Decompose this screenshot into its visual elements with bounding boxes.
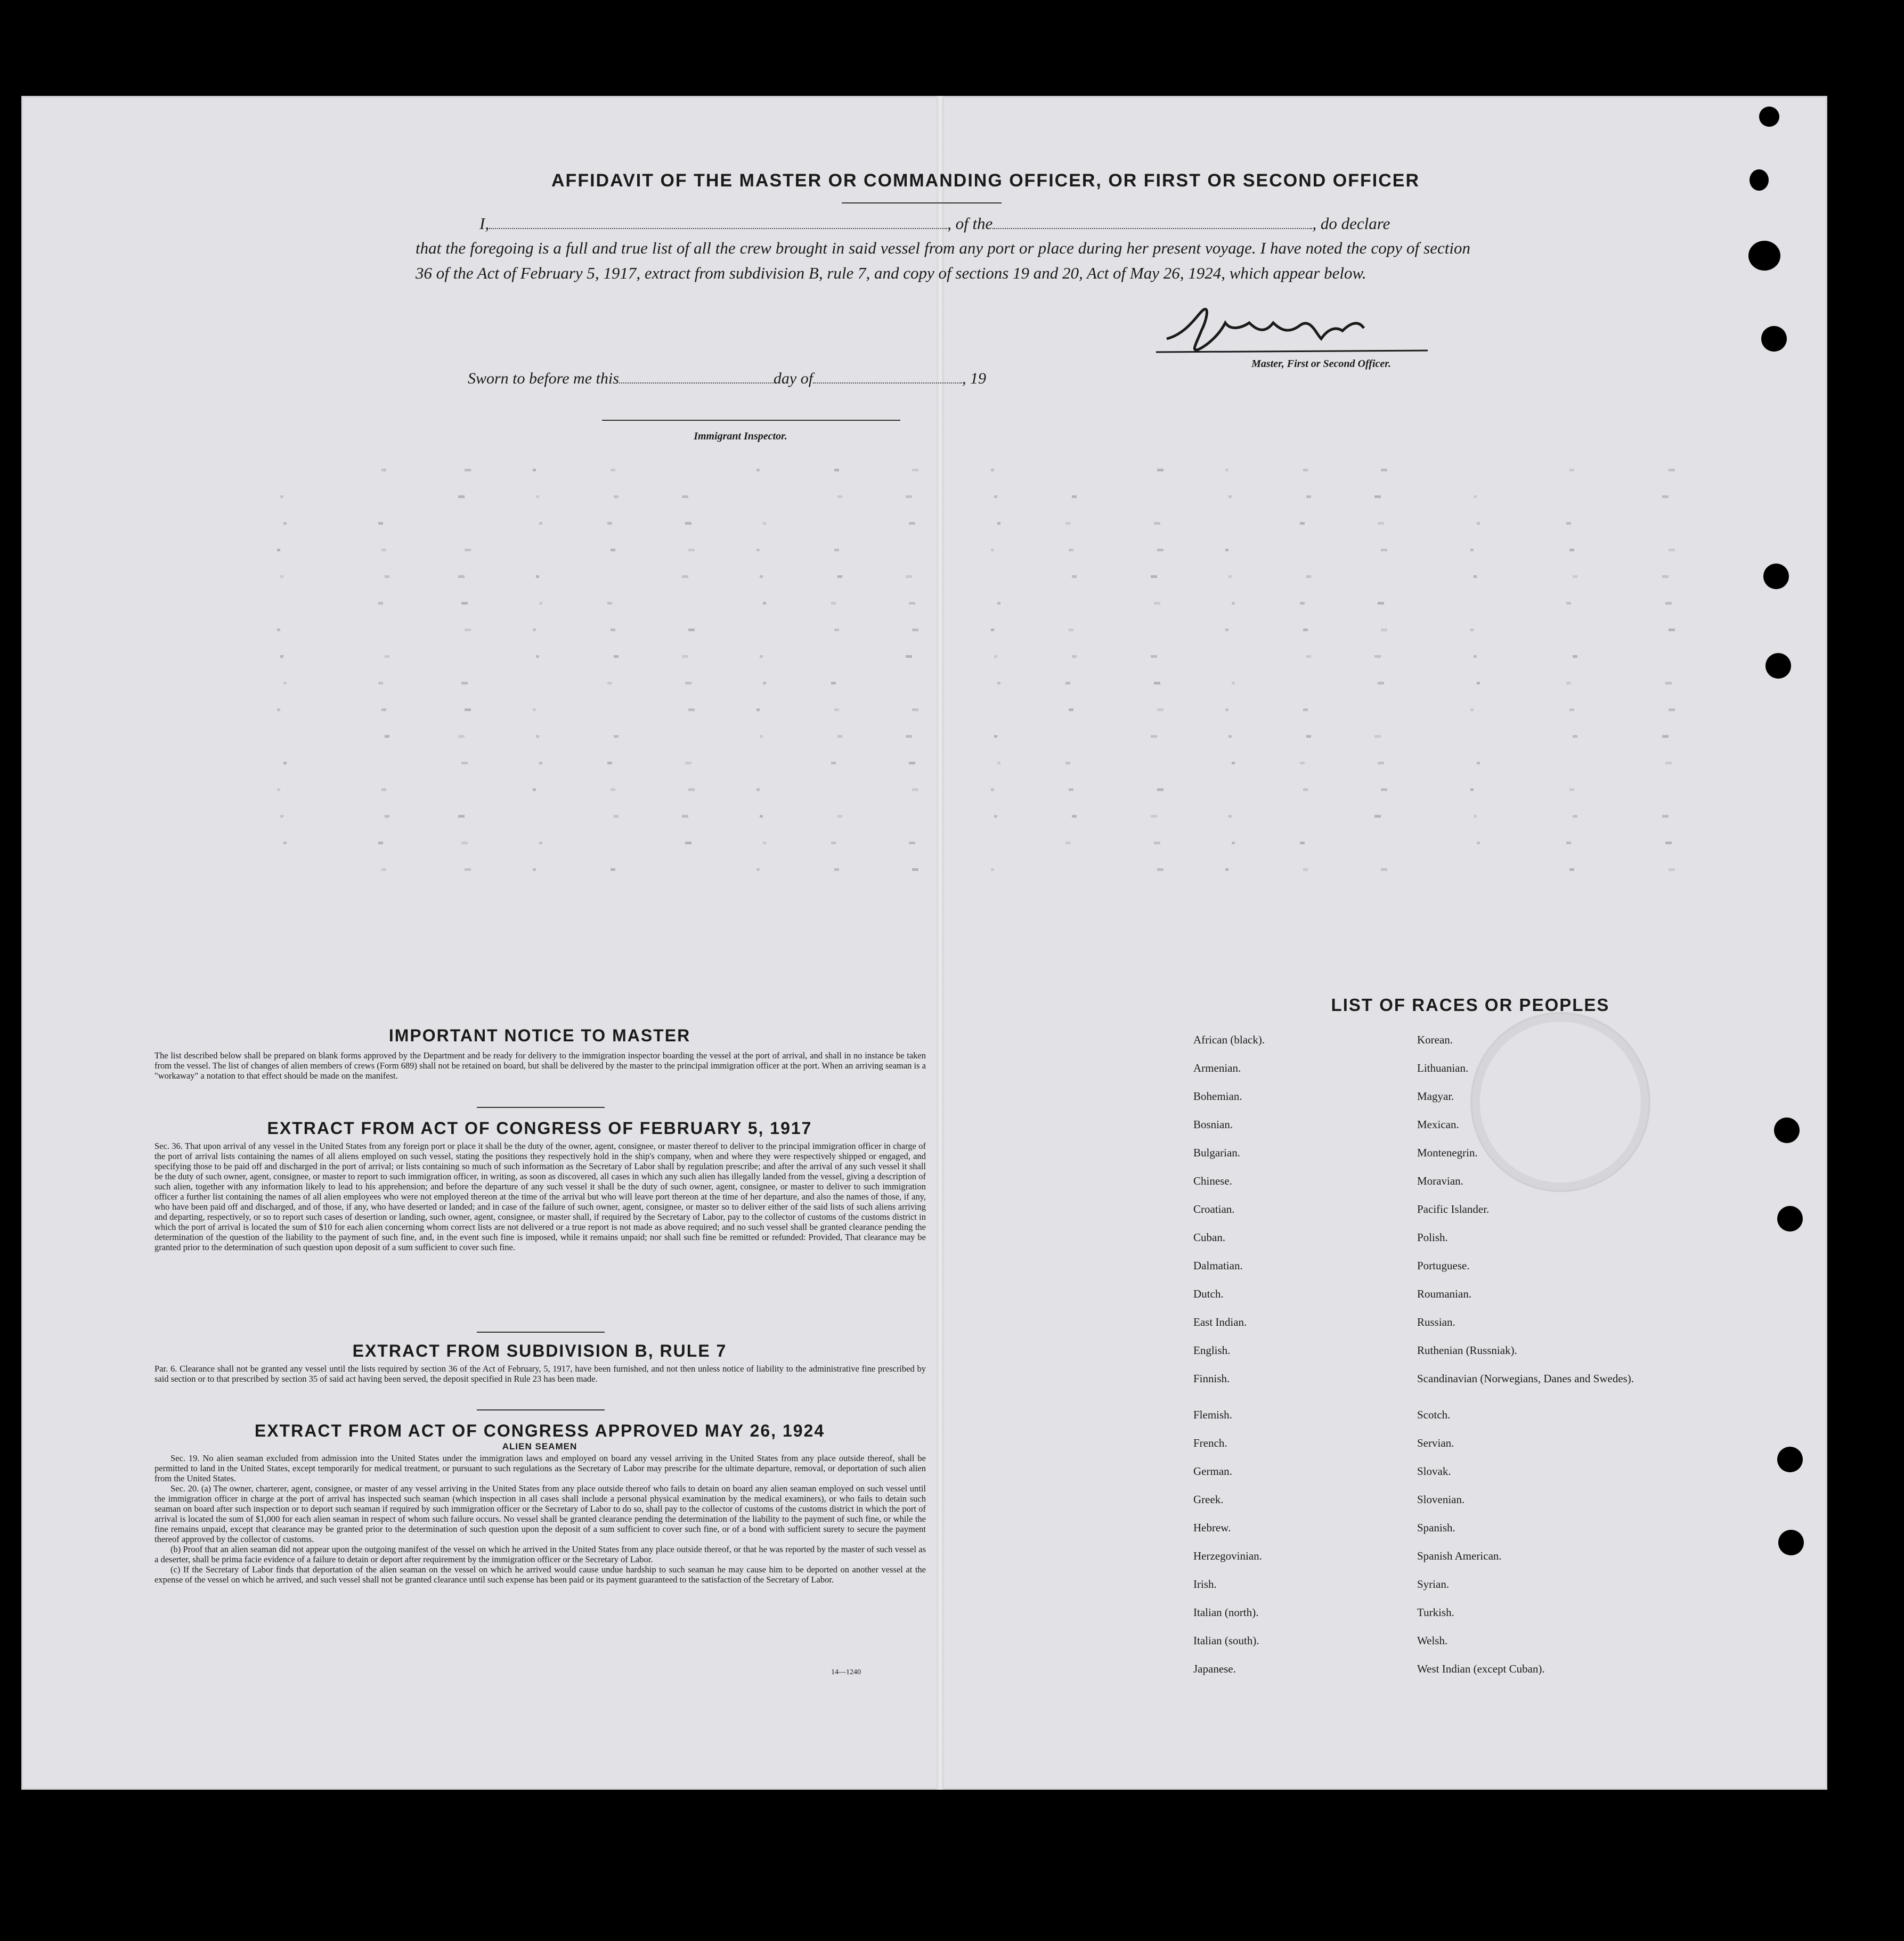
race-row	[1193, 1259, 1683, 1287]
document-sheet	[21, 96, 1827, 1790]
race-item: African (black).	[1193, 1033, 1265, 1046]
punch-hole	[1748, 241, 1780, 271]
race-item: Mexican.	[1417, 1118, 1459, 1131]
race-item: Portuguese.	[1417, 1259, 1470, 1272]
section-19: Sec. 19. No alien seaman excluded from admission into the United States under the immigration laws and employed on board any vessel arriving in the United States from any place outside thereof, shall be permitted to land in the United States, except temporarily for medical treatment, or pursuant to such regulations as the Secretary of Labor may prescribe for the ultimate departure, removal, or deportation of such alien from the United States.	[154, 1453, 926, 1483]
sworn-line	[468, 369, 986, 388]
extract-rule7-title: EXTRACT FROM SUBDIVISION B, RULE 7	[352, 1341, 727, 1360]
race-item: Chinese.	[1193, 1175, 1232, 1187]
race-row	[1193, 1662, 1683, 1691]
extract-1924-text	[154, 1453, 926, 1585]
race-item: Dutch.	[1193, 1287, 1224, 1300]
extract-1917-title: EXTRACT FROM ACT OF CONGRESS OF FEBRUARY 5, 1917	[267, 1119, 812, 1138]
day-blank	[619, 369, 774, 384]
race-row	[1193, 1578, 1683, 1606]
race-item: Moravian.	[1417, 1175, 1463, 1187]
race-item: Spanish American.	[1417, 1549, 1502, 1562]
race-row	[1193, 1437, 1683, 1465]
race-item: Turkish.	[1417, 1606, 1454, 1619]
race-item: Finnish.	[1193, 1372, 1230, 1385]
race-row	[1193, 1090, 1683, 1118]
race-item: Cuban.	[1193, 1231, 1226, 1244]
extract-1924-title: EXTRACT FROM ACT OF CONGRESS APPROVED MAY 26, 1924	[254, 1421, 825, 1440]
do-declare-label: , do declare	[1312, 214, 1390, 233]
race-item: Roumanian.	[1417, 1287, 1472, 1300]
race-row	[1193, 1118, 1683, 1146]
notice-title: IMPORTANT NOTICE TO MASTER	[388, 1026, 691, 1045]
affidavit-text: that the foregoing is a full and true list of all the crew brought in said vessel from any port or place during her present voyage. I have noted the copy of section 36 of the Act of February 5, 1917, extract from subdivision B, rule 7, and copy of sections 19 and 20, Act of May 26, 1924, which appear below.	[416, 239, 1470, 282]
race-item: Slovak.	[1417, 1465, 1451, 1478]
race-item: East Indian.	[1193, 1316, 1247, 1328]
race-item: Welsh.	[1417, 1634, 1448, 1647]
punch-hole	[1774, 1118, 1800, 1143]
race-row	[1193, 1175, 1683, 1203]
month-blank	[813, 369, 962, 384]
race-item: Flemish.	[1193, 1408, 1232, 1421]
name-blank	[489, 214, 947, 229]
race-item: Syrian.	[1417, 1578, 1450, 1591]
race-row	[1193, 1372, 1683, 1408]
extract-1924-subtitle: ALIEN SEAMEN	[502, 1441, 577, 1451]
race-row	[1193, 1465, 1683, 1493]
race-item: Italian (south).	[1193, 1634, 1259, 1647]
race-row	[1193, 1231, 1683, 1259]
punch-hole	[1777, 1206, 1803, 1232]
punch-hole	[1777, 1447, 1803, 1472]
race-item: Pacific Islander.	[1417, 1203, 1490, 1216]
i-label: I,	[479, 214, 490, 233]
race-row	[1193, 1549, 1683, 1578]
race-item: Irish.	[1193, 1578, 1217, 1591]
vessel-blank	[992, 214, 1312, 229]
notice-text: The list described below shall be prepared on blank forms approved by the Department and be ready for delivery to the immigration inspector boarding the vessel at the port of arrival, and shall in no instance be taken from the vessel. The list of changes of alien members of crews (Form 689) shall not be retained on board, but shall be delivered by the master to the principal immigration officer at the port. When an arriving seaman is a "workaway" a notation to that effect should be made on the manifest.	[154, 1050, 926, 1081]
day-of-label: day of	[773, 370, 813, 387]
race-row	[1193, 1033, 1683, 1062]
race-row	[1193, 1316, 1683, 1344]
race-item: Croatian.	[1193, 1203, 1235, 1216]
officer-signature	[1151, 301, 1449, 360]
race-item: Ruthenian (Russniak).	[1417, 1344, 1517, 1357]
race-item: Scandinavian (Norwegians, Danes and Swedes).	[1417, 1372, 1634, 1385]
race-item: Japanese.	[1193, 1662, 1236, 1675]
punch-hole	[1763, 564, 1789, 589]
races-title: LIST OF RACES OR PEOPLES	[1331, 995, 1610, 1015]
race-item: German.	[1193, 1465, 1232, 1478]
race-item: English.	[1193, 1344, 1231, 1357]
race-item: Hebrew.	[1193, 1521, 1231, 1534]
race-item: Dalmatian.	[1193, 1259, 1243, 1272]
race-row	[1193, 1493, 1683, 1521]
race-row	[1193, 1408, 1683, 1437]
punch-hole	[1765, 653, 1791, 679]
race-item: Italian (north).	[1193, 1606, 1259, 1619]
race-item: Montenegrin.	[1417, 1146, 1478, 1159]
race-item: Bohemian.	[1193, 1090, 1242, 1103]
divider	[477, 1332, 605, 1333]
punch-hole	[1761, 326, 1787, 352]
race-item: Korean.	[1417, 1033, 1453, 1046]
inspector-caption: Immigrant Inspector.	[694, 430, 787, 442]
section-20c: (c) If the Secretary of Labor finds that deportation of the alien seaman on the vessel on which he arrived would cause undue hardship to such seaman he may cause him to be deported on another vessel at the expense of the vessel on which he arrived, and such vessel shall not be granted clearance until such expense has been paid or its payment guaranteed to the satisfaction of the Secretary of Labor.	[154, 1564, 926, 1585]
race-item: Servian.	[1417, 1437, 1454, 1449]
section-20b: (b) Proof that an alien seaman did not appear upon the outgoing manifest of the vessel on which he arrived in the United States from any place outside thereof, or that he was reported by the master of such vessel as a deserter, shall be prima facie evidence of a failure to detain or deport after requirement by the immigration officer or the Secretary of Labor.	[154, 1544, 926, 1564]
punch-hole	[1750, 169, 1769, 191]
punch-hole	[1778, 1530, 1804, 1555]
year-label: , 19	[962, 370, 987, 387]
race-item: Armenian.	[1193, 1062, 1241, 1074]
race-item: Lithuanian.	[1417, 1062, 1469, 1074]
race-item: Herzegovinian.	[1193, 1549, 1262, 1562]
race-row	[1193, 1203, 1683, 1231]
punch-hole	[1759, 107, 1779, 127]
affidavit-title: AFFIDAVIT OF THE MASTER OR COMMANDING OFFICER, OR FIRST OR SECOND OFFICER	[551, 170, 1420, 191]
divider	[477, 1409, 605, 1410]
section-20a: Sec. 20. (a) The owner, charterer, agent, consignee, or master of any vessel arriving in the United States from any place outside thereof who fails to detain on board any alien seaman employed on such vessel until the immigration officer in charge at the port of arrival has inspected such seaman (which inspection in all cases shall include a personal physical examination by the medical examiners), or who fails to detain such seaman on board after such inspection or to deport such seaman if required by such immigration officer or the Secretary of Labor to do so, shall pay to the collector of customs of the customs district in which the port of arrival is located the sum of $1,000 for each alien seaman in respect of whom such failure occurs. No vessel shall be granted clearance pending the determination of the liability to the payment of such fine, or while the fine remains unpaid, except that clearance may be granted prior to the determination of such question upon the deposit of a sum sufficient to cover such fine, or of a bond with sufficient surety to secure the payment thereof approved by the collector of customs.	[154, 1483, 926, 1544]
race-row	[1193, 1521, 1683, 1549]
bleed-through-marks	[202, 458, 1747, 1044]
race-item: Bulgarian.	[1193, 1146, 1241, 1159]
race-item: Russian.	[1417, 1316, 1455, 1328]
races-list	[1193, 1033, 1683, 1691]
divider	[477, 1107, 605, 1108]
race-row	[1193, 1146, 1683, 1175]
race-row	[1193, 1634, 1683, 1662]
race-row	[1193, 1606, 1683, 1634]
signature-caption: Master, First or Second Officer.	[1251, 358, 1391, 370]
declaration-line	[479, 214, 1470, 233]
inspector-signature-line	[602, 420, 900, 421]
race-item: Polish.	[1417, 1231, 1448, 1244]
of-the-label: , of the	[947, 214, 993, 233]
race-item: Greek.	[1193, 1493, 1224, 1506]
extract-1917-text: Sec. 36. That upon arrival of any vessel in the United States from any foreign port or place it shall be the duty of the owner, agent, consignee, or master thereof to deliver to the principal immigration officer in charge of the port of arrival lists containing the names of all aliens employed on such vessel, stating the positions they respectively hold in the ship's company, when and where they were respectively shipped or engaged, and specifying those to be paid off and discharged in the port of arrival; or lists containing so much of such information as the Secretary of Labor shall by regulation prescribe; and after the arrival of any such vessel it shall be the duty of such owner, agent, consignee, or master to report to such immigration officer, in writing, as soon as discovered, all cases in which any such alien has illegally landed from the vessel, giving a description of such alien, together with any information likely to lead to his apprehension; and before the departure of any such vessel it shall be the duty of such owner, agent, consignee, or master to deliver to such immigration officer a further list containing the names of all alien employees who were not employed thereon at the time of the arrival but who will leave port thereon at the time of her departure, and also the names of those, if any, who have been paid off and discharged, and of those, if any, who have deserted or landed; and in case of the failure of such owner, agent, consignee, or master so to deliver either of the said lists of such aliens arriving and departing, respectively, or so to report such cases of desertion or landing, such owner, agent, consignee, or master shall, if required by the Secretary of Labor, pay to the collector of customs of the customs district in which the port of arrival is located the sum of $10 for each alien concerning whom correct lists are not delivered or a true report is not made as above required; and no such vessel shall be granted clearance pending the determination of the question of the liability to the payment of such fine, and, in the event such fine is imposed, while it remains unpaid; nor shall such fine be remitted or refunded: Provided, That clearance may be granted prior to the determination of such question upon deposit of a sum sufficient to cover such fine.	[154, 1141, 926, 1252]
race-row	[1193, 1344, 1683, 1372]
race-item: French.	[1193, 1437, 1227, 1449]
race-row	[1193, 1062, 1683, 1090]
race-item: Slovenian.	[1417, 1493, 1465, 1506]
race-item: Scotch.	[1417, 1408, 1451, 1421]
extract-rule7-text: Par. 6. Clearance shall not be granted any vessel until the lists required by section 36 of the Act of February, 5, 1917, have been furnished, and not then unless notice of liability to the administrative fine prescribed by said section or to that prescribed by section 35 of said act having been served, the deposit specified in Rule 23 has been made.	[154, 1364, 926, 1384]
title-divider	[842, 202, 1002, 203]
race-row	[1193, 1287, 1683, 1316]
race-item: West Indian (except Cuban).	[1417, 1662, 1545, 1675]
race-item: Bosnian.	[1193, 1118, 1233, 1131]
sworn-label: Sworn to before me this	[468, 370, 619, 387]
race-item: Magyar.	[1417, 1090, 1454, 1103]
race-item: Spanish.	[1417, 1521, 1455, 1534]
form-number: 14—1240	[831, 1668, 861, 1676]
